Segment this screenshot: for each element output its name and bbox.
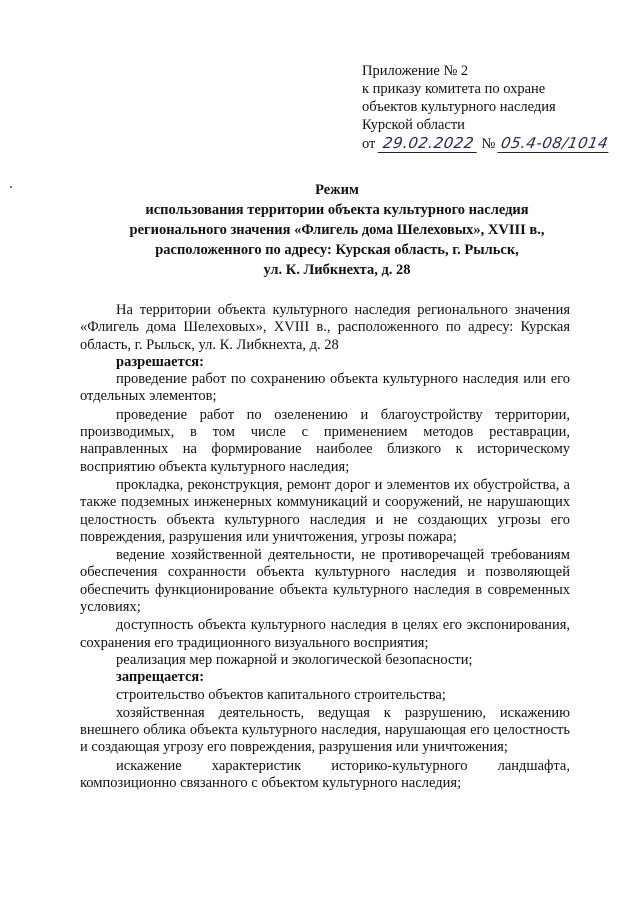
allowed-heading: разрешается: (116, 353, 204, 370)
intro-paragraph: На территории объекта культурного наследия регионального значения «Флигель дома Шелеховых», XVIII в., расположенного по адресу: Курская область, г. Рыльск, ул. К. Либкнехта, д. 28 (80, 302, 570, 353)
forbidden-heading: запрещается: (116, 669, 205, 686)
title-line-5: ул. К. Либкнехта, д. 28 (263, 262, 411, 278)
number-prefix: № (481, 136, 496, 152)
appendix-region: Курской области (362, 117, 465, 133)
allowed-item: прокладка, реконструкция, ремонт дорог и элементов их обустройства, а также подземных инженерных коммуникаций и сооружений, не нарушающих целостность объекта культурного наследия и не создающих угрозы его повреждения, разрушения или уничтожения, угрозы пожара; (80, 476, 570, 545)
scan-dot (10, 186, 12, 188)
appendix-header (362, 62, 622, 153)
allowed-item: доступность объекта культурного наследия в целях его экспонирования, сохранения его традиционного визуального восприятия; (80, 617, 570, 651)
forbidden-item: хозяйственная деятельность, ведущая к разрушению, искажению внешнего облика объекта культурного наследия, нарушающая его целостность и создающая угрозу его повреждения, разрушения или уничтожения; (80, 704, 570, 756)
handwritten-date: 29.02.2022 (378, 134, 480, 153)
forbidden-item: искажение характеристик историко-культурного ландшафта, композиционно связанного с объектом культурного наследия; (80, 757, 570, 792)
forbidden-item: строительство объектов капитального строительства; (116, 686, 446, 703)
title-line-1: Режим (315, 182, 359, 198)
allowed-item: проведение работ по сохранению объекта культурного наследия или его отдельных элементов; (80, 371, 570, 405)
allowed-item: проведение работ по озеленению и благоустройству территории, производимых, в том числе с применением методов реставрации, направленных на формирование наиболее близкого к историческому восприятию объекта культурного наследия; (80, 406, 570, 475)
handwritten-order-number: 05.4-08/1014 (497, 134, 611, 153)
title-line-3: регионального значения «Флигель дома Шелеховых», XVIII в., (129, 222, 545, 238)
date-prefix: от (362, 136, 376, 152)
allowed-item: ведение хозяйственной деятельности, не противоречащей требованиям обеспечения сохранности объекта культурного наследия и позволяющей обеспечить функционирование объекта культурного наследия в современных условиях; (80, 547, 570, 616)
allowed-item: реализация мер пожарной и экологической безопасности; (116, 651, 473, 668)
appendix-order-ref: к приказу комитета по охране (362, 81, 546, 97)
appendix-number: Приложение № 2 (362, 63, 469, 79)
appendix-committee: объектов культурного наследия (362, 99, 556, 115)
appendix-date-line (362, 134, 622, 153)
document-title (92, 180, 582, 280)
document-body (80, 302, 570, 792)
title-line-4: расположенного по адресу: Курская область, г. Рыльск, (155, 242, 519, 258)
title-line-2: использования территории объекта культурного наследия (145, 202, 529, 218)
